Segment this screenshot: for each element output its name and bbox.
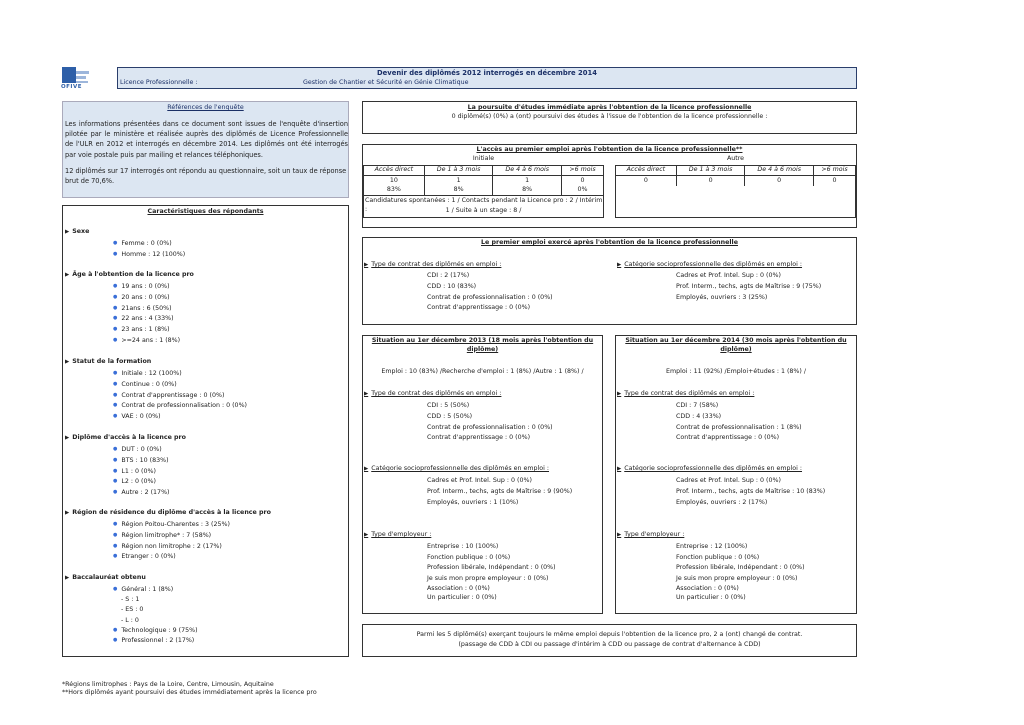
table-cell: 10 [364,176,425,186]
candidatures-box [363,196,604,218]
sit2014-employeur-title: ▶ Type d'employeur : [617,531,684,540]
characteristics-box [62,205,349,657]
list-item: ● >=24 ans : 1 (8%) [113,336,180,347]
premier-csp-list [676,271,821,303]
ofive-logo [61,66,91,92]
list-item: Cadres et Prof. Intel. Sup : 0 (0%) [427,477,532,484]
premier-contrat-list [427,271,553,314]
list-item: Entreprise : 12 (100%) [676,543,748,550]
sit2013-contrat-list [427,401,553,444]
sit2014-summary: Emploi : 11 (92%) /Emploi+études : 1 (8%) / [665,368,806,375]
list-item: Cadres et Prof. Intel. Sup : 0 (0%) [676,477,781,484]
sit2014-employeur-list [676,542,805,602]
list-item: Association : 0 (0%) [676,585,739,593]
sit2013-employeur-list [427,542,556,602]
degree-name: Gestion de Chantier et Sécurité en Génie Climatique [303,79,469,86]
list-item: ● Homme : 12 (100%) [113,250,185,261]
list-item: CDI : 7 (58%) [676,402,719,409]
list-item: ● 19 ans : 0 (0%) [113,282,180,293]
list-item: Contrat de professionnalisation : 0 (0%) [427,293,553,301]
statut-list [113,369,247,423]
sexe-list [113,239,185,261]
bac-title: ▶ Baccalauréat obtenu [65,574,146,583]
list-item: Cadres et Prof. Intel. Sup : 0 (0%) [676,272,781,279]
list-item: ● Contrat de professionnalisation : 0 (0%) [113,401,247,412]
list-item: ● Région Poitou-Charentes : 3 (25%) [113,520,230,531]
col-header: Accès direct [364,166,425,176]
list-item: Employés, ouvriers : 2 (17%) [676,498,768,506]
list-item: Profession libérale, Indépendant : 0 (0%) [427,564,556,572]
header-band [117,67,857,89]
changement-line-1: Parmi les 5 diplômé(s) exerçant toujours le même emploi depuis l'obtention de la licence pro, 2 a (ont) changé de contrat. [416,631,803,638]
table-cell: 0 [813,176,855,186]
logo-text: OFIVE [61,84,82,90]
initiale-label: Initiale [472,155,495,162]
col-header: De 1 à 3 mois [424,166,493,176]
age-title: ▶ Âge à l'obtention de la licence pro [65,271,194,280]
sit2013-csp-list [427,476,572,508]
table-cell: 8% [424,186,493,196]
list-item: ● Général : 1 (8%) [113,585,198,595]
col-header: De 1 à 3 mois [676,166,745,176]
references-paragraph-2: 12 diplômés sur 17 interrogés ont répondu au questionnaire, soit un taux de réponse brut de 70,6%. [65,167,347,186]
table-cell: 1 [424,176,493,186]
references-paragraph-1: Les informations présentées dans ce document sont issues de l'enquête d'insertion pilotée par le ministère et réalisée auprès des diplômés de Licence Professionnelle de l'ULR en 2012 et interrogés en décembre 2014. Les diplômés ont été interrogés par voie postale puis par mailing et relances téléphoniques. [65,120,348,159]
list-item: ● Région non limitrophe : 2 (17%) [113,542,230,553]
premier-csp-title: ▶ Catégorie socioprofessionnelle des diplômés en emploi : [617,261,802,270]
sit2013-summary: Emploi : 10 (83%) /Recherche d'emploi : 1 (8%) /Autre : 1 (8%) / [381,368,584,375]
list-item: Je suis mon propre employeur : 0 (0%) [427,574,549,582]
list-item: CDD : 5 (50%) [427,412,473,420]
sit2014-contrat-title: ▶ Type de contrat des diplômés en emploi : [617,390,754,399]
page-title: Devenir des diplômés 2012 interrogés en décembre 2014 [377,69,597,77]
list-item: ● Continue : 0 (0%) [113,380,247,391]
sit2014-contrat-list [676,401,802,444]
sit2014-csp-list [676,476,825,508]
list-item: ● 21ans : 6 (50%) [113,304,180,315]
situation-2014-box [615,335,857,614]
list-item: ● Contrat d'apprentissage : 0 (0%) [113,391,247,402]
footnote-2: **Hors diplômés ayant poursuivi des études immédiatement après la licence pro [62,689,317,696]
table-cell: 1 [493,176,562,186]
list-item: ● Etranger : 0 (0%) [113,552,230,563]
list-item: Contrat de professionnalisation : 1 (8%) [676,423,802,431]
list-item: Contrat d'apprentissage : 0 (0%) [676,434,780,442]
list-item: ● Professionnel : 2 (17%) [113,636,198,646]
references-heading: Références de l'enquête [167,104,244,111]
col-header: >6 mois [813,166,855,176]
poursuite-heading: La poursuite d'études immédiate après l'obtention de la licence professionnelle [467,104,752,111]
sit2013-heading: Situation au 1er décembre 2013 (18 mois après l'obtention du diplôme) [371,337,594,353]
acces-heading: L'accès au premier emploi après l'obtention de la licence professionnelle** [476,146,743,153]
sit2014-csp-title: ▶ Catégorie socioprofessionnelle des diplômés en emploi : [617,465,802,474]
list-item: ● 23 ans : 1 (8%) [113,325,180,336]
list-item: ● VAE : 0 (0%) [113,412,247,423]
list-item: ● Femme : 0 (0%) [113,239,185,250]
diplome-title: ▶ Diplôme d'accès à la licence pro [65,434,186,443]
list-item: Contrat de professionnalisation : 0 (0%) [427,423,553,431]
sexe-title: ▶ Sexe [65,228,89,237]
list-item: Profession libérale, Indépendant : 0 (0%) [676,564,805,572]
list-subitem: - ES : 0 [121,606,144,614]
list-item: Fonction publique : 0 (0%) [676,553,760,561]
diplome-list [113,445,170,499]
table-cell: 8% [493,186,562,196]
age-list [113,282,180,347]
sit2013-csp-title: ▶ Catégorie socioprofessionnelle des diplômés en emploi : [364,465,549,474]
premier-emploi-box [362,237,857,325]
list-item: Prof. Interm., techs, agts de Maîtrise : 9 (75%) [676,282,822,290]
list-item: Prof. Interm., techs, agts de Maîtrise : 10 (83%) [676,487,826,495]
sit2013-contrat-title: ▶ Type de contrat des diplômés en emploi : [364,390,501,399]
changement-box [362,624,857,657]
sit2013-employeur-title: ▶ Type d'employeur : [364,531,431,540]
statut-title: ▶ Statut de la formation [65,358,151,367]
initiale-table [363,165,604,218]
region-list [113,520,230,563]
acces-box [362,144,857,228]
list-item: Entreprise : 10 (100%) [427,543,499,550]
list-subitem: - L : 0 [121,616,139,624]
situation-2013-box [362,335,603,614]
table-cell: 0 [616,176,677,186]
sit2014-heading: Situation au 1er décembre 2014 (30 mois après l'obtention du diplôme) [625,337,847,353]
candidatures-line-1: Candidatures spontanées : 1 / Contacts pendant la Licence pro : 2 / Intérim : [365,197,603,213]
degree-label: Licence Professionnelle : [120,79,198,86]
autre-table [615,165,856,218]
list-item: ● DUT : 0 (0%) [113,445,170,456]
col-header: De 4 à 6 mois [493,166,562,176]
list-item: Je suis mon propre employeur : 0 (0%) [676,574,798,582]
col-header: Accès direct [616,166,677,176]
list-subitem: - S : 1 [121,596,140,604]
table-cell: 0 [745,176,814,186]
references-box [62,101,349,198]
table-cell: 83% [364,186,425,196]
premier-contrat-title: ▶ Type de contrat des diplômés en emploi : [364,261,501,270]
autre-label: Autre [726,155,745,162]
table-cell: 0% [561,186,603,196]
list-item: CDI : 5 (50%) [427,402,470,409]
list-item: CDI : 2 (17%) [427,272,470,279]
list-item: ● Région limitrophe* : 7 (58%) [113,531,230,542]
col-header: >6 mois [561,166,603,176]
table-cell: 0 [676,176,745,186]
changement-line-2: (passage de CDD à CDI ou passage d'intérim à CDD ou passage de contrat d'alternance à CDD) [458,641,761,648]
footnote-1: *Régions limitrophes : Pays de la Loire, Centre, Limousin, Aquitaine [62,681,274,688]
list-item: ● Autre : 2 (17%) [113,488,170,499]
list-item: ● 20 ans : 0 (0%) [113,293,180,304]
poursuite-box [362,101,857,134]
list-item: Employés, ouvriers : 1 (10%) [427,498,519,506]
premier-emploi-heading: Le premier emploi exercé après l'obtention de la licence professionnelle [481,239,738,246]
list-item: Un particulier : 0 (0%) [427,594,497,602]
list-item: CDD : 10 (83%) [427,282,477,290]
list-item: CDD : 4 (33%) [676,412,722,420]
poursuite-text: 0 diplômé(s) (0%) a (ont) poursuivi des études à l'issue de l'obtention de la licence professionnelle : [451,113,768,120]
list-item: ● L2 : 0 (0%) [113,477,170,488]
candidatures-line-2: 1 / Suite à un stage : 8 / [445,207,522,214]
bac-list [113,585,198,646]
region-title: ▶ Région de résidence du diplôme d'accès à la licence pro [65,509,271,518]
list-item: ● 22 ans : 4 (33%) [113,314,180,325]
list-item: ● L1 : 0 (0%) [113,467,170,478]
list-item: Contrat d'apprentissage : 0 (0%) [427,434,531,442]
list-item: Fonction publique : 0 (0%) [427,553,511,561]
autre-empty-area [615,186,856,218]
characteristics-heading: Caractéristiques des répondants [147,208,264,215]
list-item: Association : 0 (0%) [427,585,490,593]
list-item: Prof. Interm., techs, agts de Maîtrise : 9 (90%) [427,487,573,495]
list-item: ● Technologique : 9 (75%) [113,626,198,636]
table-cell: 0 [561,176,603,186]
list-item: Employés, ouvriers : 3 (25%) [676,293,768,301]
list-item: Un particulier : 0 (0%) [676,594,746,602]
col-header: De 4 à 6 mois [745,166,814,176]
list-item: Contrat d'apprentissage : 0 (0%) [427,304,531,312]
list-item: ● Initiale : 12 (100%) [113,369,247,380]
list-item: ● BTS : 10 (83%) [113,456,170,467]
